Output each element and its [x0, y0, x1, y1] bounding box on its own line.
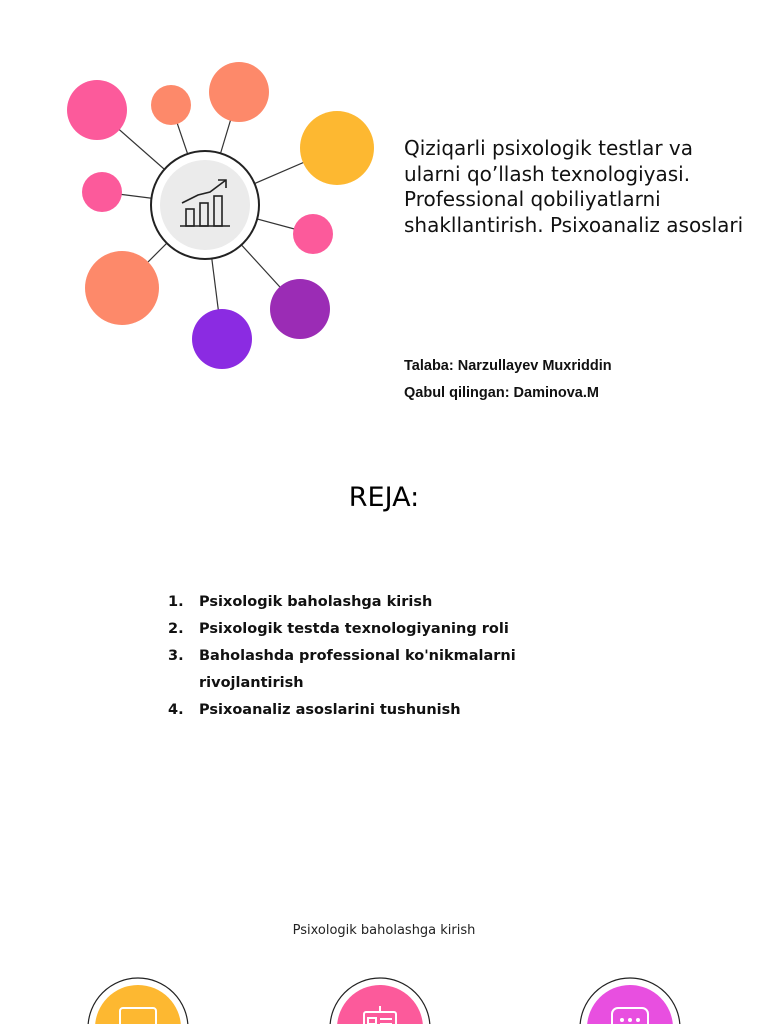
chat-bubble-icon — [580, 978, 680, 1024]
plan-item-number: 4. — [168, 702, 184, 718]
plan-item-text: Psixologik testda texnologiyaning roli — [199, 621, 509, 637]
student-name: Talaba: Narzullayev Muxriddin — [404, 358, 612, 374]
plan-item — [168, 697, 588, 724]
plan-item-number: 1. — [168, 594, 184, 610]
laptop-icon — [88, 978, 188, 1024]
plan-item-text: Psixoanaliz asoslarini tushunish — [199, 702, 461, 718]
hub-graphic — [0, 0, 400, 400]
bubble-coral-top — [209, 62, 269, 122]
plan-item-number: 2. — [168, 621, 184, 637]
plan-item-text: Baholashda professional ko'nikmalarni rivojlantirish — [199, 648, 516, 691]
plan-item-number: 3. — [168, 648, 184, 664]
bubble-purple — [270, 279, 330, 339]
bubble-coral-small — [151, 85, 191, 125]
document-title: Qiziqarli psixologik testlar va ularni qo’llash texnologiyasi. Professional qobiliyatlarni shakllantirish. Psixoanaliz asoslari — [404, 136, 744, 237]
plan-item — [168, 643, 588, 697]
bubble-pink-right — [293, 214, 333, 254]
bubble-pink-left — [82, 172, 122, 212]
plan-item — [168, 589, 588, 616]
plan-list — [168, 589, 588, 724]
bubble-coral-large — [85, 251, 159, 325]
id-card-icon — [330, 978, 430, 1024]
section-caption: Psixologik baholashga kirish — [292, 923, 476, 938]
bottom-icon-row — [0, 960, 768, 1024]
bubble-yellow — [300, 111, 374, 185]
plan-item-text: Psixologik baholashga kirish — [199, 594, 433, 610]
bubble-violet — [192, 309, 252, 369]
plan-heading: REJA: — [348, 482, 420, 513]
center-hub — [151, 151, 259, 259]
plan-item — [168, 616, 588, 643]
bubble-pink-large — [67, 80, 127, 140]
accepted-by: Qabul qilingan: Daminova.M — [404, 385, 599, 401]
